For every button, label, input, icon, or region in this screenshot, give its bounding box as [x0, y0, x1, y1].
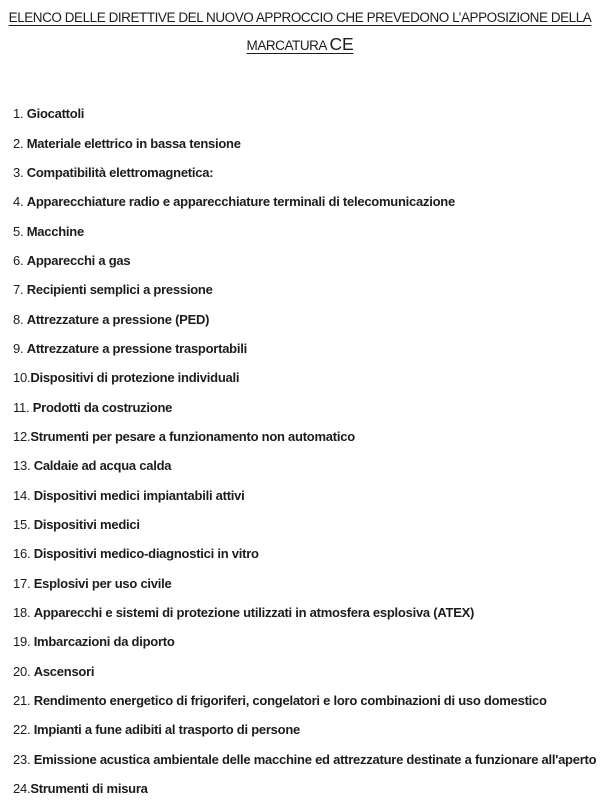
- item-text: Impianti a fune adibiti al trasporto di persone: [33, 722, 301, 738]
- item-text: Prodotti da costruzione: [32, 399, 173, 415]
- item-number: 16.: [13, 546, 34, 562]
- item-number: 14.: [13, 487, 34, 503]
- item-number: 10.: [13, 370, 31, 386]
- list-item: [13, 598, 596, 627]
- item-text: Attrezzature a pressione (PED): [26, 311, 210, 327]
- item-number: 20.: [13, 663, 34, 679]
- list-item: [13, 715, 596, 744]
- list-item: [13, 216, 596, 245]
- item-number: 6.: [13, 252, 27, 268]
- item-text: Attrezzature a pressione trasportabili: [26, 340, 247, 356]
- item-number: 12.: [13, 428, 31, 444]
- item-number: 4.: [13, 194, 27, 210]
- list-item: [13, 246, 596, 275]
- list-item: [13, 686, 596, 715]
- list-item: [13, 539, 596, 568]
- item-text: Compatibilità elettromagnetica:: [26, 164, 214, 180]
- list-item: [13, 304, 596, 333]
- item-text: Macchine: [26, 223, 84, 239]
- item-number: 5.: [13, 223, 27, 239]
- item-text: Dispositivi di protezione individuali: [30, 370, 240, 386]
- list-item: [13, 392, 596, 421]
- list-item: [13, 334, 596, 363]
- list-item: [13, 627, 596, 656]
- item-number: 7.: [13, 282, 27, 298]
- list-item: [13, 128, 596, 157]
- item-text: Strumenti di misura: [30, 781, 148, 797]
- item-text: Emissione acustica ambientale delle macchine ed attrezzature destinate a funzionare all'aperto: [33, 751, 597, 767]
- item-text: Strumenti per pesare a funzionamento non automatico: [30, 428, 355, 444]
- marcatura-text: MARCATURA: [246, 38, 330, 53]
- item-text: Apparecchi a gas: [26, 252, 131, 268]
- page-title-line2: [0, 31, 600, 59]
- item-text: Dispositivi medico-diagnostici in vitro: [33, 546, 259, 562]
- ce-text: CE: [329, 34, 354, 54]
- list-item: [13, 187, 596, 216]
- list-item: [13, 480, 596, 509]
- item-number: 11.: [13, 399, 33, 415]
- item-number: 24.: [13, 781, 31, 797]
- item-text: Caldaie ad acqua calda: [33, 458, 172, 474]
- list-item: [13, 363, 596, 392]
- item-text: Apparecchi e sistemi di protezione utilizzati in atmosfera esplosiva (ATEX): [33, 605, 475, 621]
- list-item: [13, 451, 596, 480]
- item-number: 2.: [13, 135, 27, 151]
- item-text: Giocattoli: [26, 106, 85, 122]
- page-title-line1: [0, 4, 600, 31]
- list-item: [13, 745, 596, 774]
- item-number: 13.: [13, 458, 34, 474]
- item-number: 21.: [13, 693, 34, 709]
- item-number: 23.: [13, 751, 34, 767]
- list-item: [13, 275, 596, 304]
- item-text: Imbarcazioni da diporto: [33, 634, 175, 650]
- item-text: Materiale elettrico in bassa tensione: [26, 135, 241, 151]
- page-title-line2-text: [246, 34, 354, 54]
- item-number: 17.: [13, 575, 34, 591]
- item-number: 19.: [13, 634, 34, 650]
- list-item: [13, 158, 596, 187]
- list-item: [13, 99, 596, 128]
- item-number: 3.: [13, 164, 27, 180]
- directive-list: [0, 99, 600, 803]
- item-text: Dispositivi medici impiantabili attivi: [33, 487, 245, 503]
- item-text: Rendimento energetico di frigoriferi, congelatori e loro combinazioni di uso domestico: [33, 693, 547, 709]
- list-item: [13, 569, 596, 598]
- list-item: [13, 657, 596, 686]
- item-text: Esplosivi per uso civile: [33, 575, 172, 591]
- item-text: Ascensori: [33, 663, 95, 679]
- item-number: 18.: [13, 605, 34, 621]
- item-text: Recipienti semplici a pressione: [26, 282, 213, 298]
- item-text: Apparecchiature radio e apparecchiature terminali di telecomunicazione: [26, 194, 455, 210]
- list-item: [13, 422, 596, 451]
- item-number: 15.: [13, 516, 34, 532]
- page-title: [0, 0, 600, 59]
- item-number: 1.: [13, 106, 27, 122]
- page-title-line1-text: ELENCO DELLE DIRETTIVE DEL NUOVO APPROCCIO CHE PREVEDONO L’APPOSIZIONE DELLA: [8, 10, 592, 25]
- item-text: Dispositivi medici: [33, 516, 140, 532]
- item-number: 9.: [13, 340, 27, 356]
- item-number: 8.: [13, 311, 27, 327]
- list-item: [13, 510, 596, 539]
- item-number: 22.: [13, 722, 34, 738]
